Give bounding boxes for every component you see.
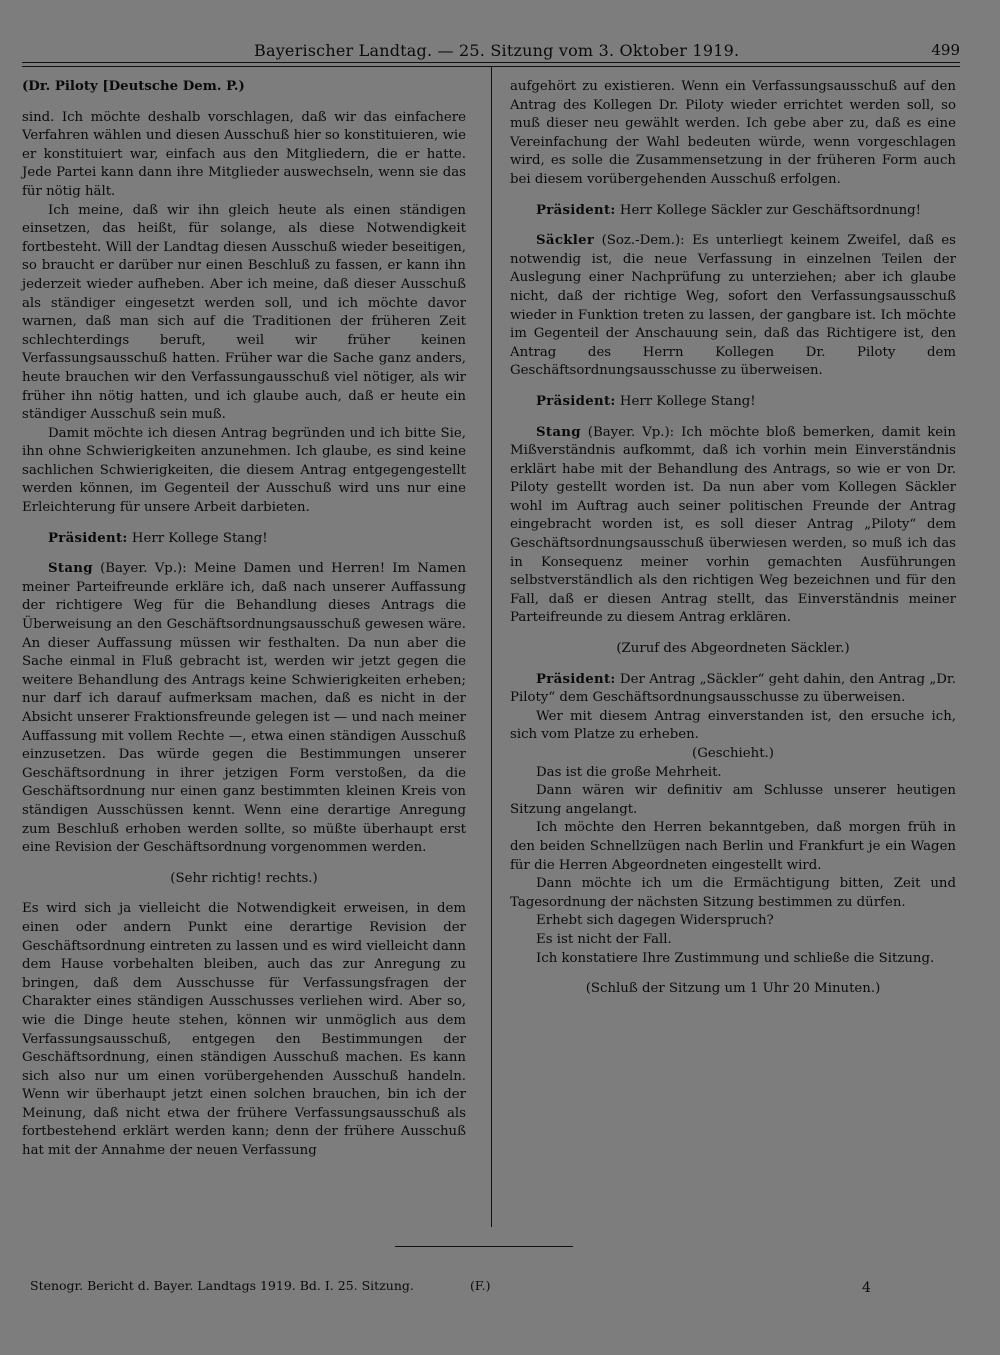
footer-rule: [395, 1246, 573, 1247]
paragraph: Dann wären wir definitiv am Schlusse unserer heutigen Sitzung angelangt.: [510, 783, 956, 817]
paragraph: Wer mit diesem Antrag einverstanden ist, den ersuche ich, sich vom Platze zu erheben.: [510, 708, 956, 743]
speech-text: Ich möchte bloß bemerken, damit kein Mißverständnis aufkommt, daß ich vorhin mein Einverständnis erklärt habe mit der Behandlung des Antrags, so wie er von Dr. Piloty gestellt worden ist. Da nun aber vom Kollegen Säckler wohl im Auftrag auch seiner politischen Freunde der Antrag eingebracht worden ist, es soll dieser Antrag „Piloty“ dem Geschäftsordnungsausschuß überwiesen werden, so muß ich das in Konsequenz meiner vorhin gemachten Ausführungen selbstverständlich als den richtigen Weg bezeichnen und für den Fall, daß er diesen Antrag stellt, das Einverständnis meiner Parteifreunde zu diesem Antrag erklären.: [510, 424, 956, 626]
speaker-entry: [510, 232, 956, 381]
interjection: (Zuruf des Abgeordneten Säckler.): [616, 641, 850, 657]
paragraph: Ich konstatiere Ihre Zustimmung und schließe die Sitzung.: [536, 950, 935, 966]
speaker-party: (Bayer. Vp.):: [587, 424, 675, 440]
footer-source: Stenogr. Bericht d. Bayer. Landtags 1919. Bd. I. 25. Sitzung.: [30, 1278, 414, 1293]
speech-text: Herr Kollege Stang!: [619, 393, 756, 409]
speech-text: Herr Kollege Stang!: [131, 530, 268, 546]
interjection: (Geschieht.): [692, 746, 774, 761]
speaker-label: Säckler: [536, 233, 595, 249]
paragraph: Erhebt sich dagegen Widerspruch?: [536, 913, 774, 929]
header-rule: [22, 62, 960, 63]
speaker-label: Präsident:: [536, 393, 616, 409]
speech-text: Es unterliegt keinem Zweifel, daß es notwendig ist, die neue Verfassung in einzelnen Teilen der Auslegung einer Nachprüfung zu unterziehen; aber ich glaube nicht, daß der richtige Weg, sofort den Verfassungsausschuß wieder in Funktion treten zu lassen, der gangbare ist. Ich möchte im Gegenteil der Anschauung sein, daß das Richtigere ist, den Antrag des Herrn Kollegen Dr. Piloty dem Geschäftsordnungsausschusse zu überweisen.: [510, 233, 956, 379]
speaker-label: Präsident:: [536, 202, 616, 218]
running-title: Bayerischer Landtag. — 25. Sitzung vom 3. Oktober 1919.: [254, 41, 740, 60]
left-column: [22, 78, 466, 1161]
paragraph: sind. Ich möchte deshalb vorschlagen, daß wir das einfachere Verfahren wählen und diesen Ausschuß hier so konstituieren, wie er konstituiert war, einfach aus den Mitgliedern, die er hatte. Jede Partei kann dann ihre Mitglieder auswechseln, wenn sie das für nötig hält.: [22, 109, 466, 199]
speech-text: Der Antrag „Säckler“ geht dahin, den Antrag „Dr. Piloty“ dem Geschäftsordnungsausschusse zu überweisen.: [510, 671, 956, 706]
speaker-label: Stang: [536, 424, 581, 440]
paragraph: Ich meine, daß wir ihn gleich heute als einen ständigen einsetzen, das heißt, für solange, als diese Notwendigkeit fortbesteht. Will der Landtag diesen Ausschuß wieder beseitigen, so braucht er darüber nur einen Beschluß zu fassen, er kann ihn jederzeit wieder aufheben. Aber ich meine, daß dieser Ausschuß als ständiger eingesetzt werden soll, und ich möchte davor warnen, daß man sich auf die Traditionen der früheren Zeit schlechterdings beruft, weil wir früher keinen Verfassungsausschuß hatten. Früher war die Sache ganz anders, heute brauchen wir den Verfassungausschuß viel nötiger, als wir früher ihn nötig hatten, und ich glaube auch, daß er heute ein ständiger Ausschuß sein muß.: [22, 202, 466, 423]
speaker-entry: [510, 202, 956, 221]
paragraph: Damit möchte ich diesen Antrag begründen und ich bitte Sie, ihn ohne Schwierigkeiten anzunehmen. Ich glaube, es sind keine sachlichen Schwierigkeiten, die diesem Antrag entgegengestellt werden können, im Gegenteil der Ausschuß wird uns nur eine Erleichterung für unsere Arbeit darbieten.: [22, 425, 466, 516]
paragraph: Das ist die große Mehrheit.: [536, 764, 722, 780]
column-divider: [491, 67, 492, 1227]
speaker-party: (Bayer. Vp.):: [100, 561, 187, 577]
speaker-entry: [22, 530, 466, 549]
speech-text: Meine Damen und Herren! Im Namen meiner Parteifreunde erkläre ich, daß nach unserer Auffassung der richtigere Weg für die Behandlung dieses Antrags die Überweisung an den Geschäftsordnungsausschuß gewesen wäre. An dieser Auffassung müssen wir festhalten. Da nun aber die Sache einmal in Fluß gebracht ist, werden wir jetzt gegen die weitere Behandlung des Antrags keine Schwierigkeiten erheben; nur darf ich darauf aufmerksam machen, daß es nicht in der Absicht unserer Fraktionsfreunde gelegen ist — und nach meiner Auffassung mit vollem Rechte —, etwa einen ständigen Ausschuß einzusetzen. Das würde gegen die Bestimmungen unserer Geschäftsordnung in ihrer jetzigen Form verstoßen, da die Geschäftsordnung nur einen ganz bestimmten kleinen Kreis von ständigen Ausschüssen kennt. Wenn eine derartige Anregung zum Beschluß erhoben werden sollte, so müßte überhaupt erst eine Revision der Geschäftsordnung vorgenommen werden.: [22, 561, 467, 856]
speaker-entry: [510, 671, 956, 708]
page-number: 499: [931, 41, 960, 59]
speaker-entry: [22, 560, 466, 858]
page-header: [22, 40, 960, 60]
speaker-label: Präsident:: [536, 671, 616, 687]
speaker-party: (Soz.-Dem.):: [601, 233, 685, 249]
speaker-label: Stang: [48, 561, 93, 577]
paragraph: Es ist nicht der Fall.: [536, 931, 672, 947]
speaker-label: Präsident:: [48, 530, 128, 546]
right-column: [510, 78, 956, 999]
continuation-label: (Dr. Piloty [Deutsche Dem. P.): [22, 79, 245, 94]
speech-text: Herr Kollege Säckler zur Geschäftsordnung!: [619, 202, 922, 218]
paragraph: aufgehört zu existieren. Wenn ein Verfassungsausschuß auf den Antrag des Kollegen Dr. Piloty wieder errichtet werden soll, so muß dieser neu gewählt werden. Ich gebe aber zu, daß es eine Vereinfachung der Wahl bedeuten würde, wenn vorgeschlagen wird, es solle die Zusammensetzung in der früheren Form auch bei diesem vorübergehenden Ausschuß erfolgen.: [510, 79, 956, 187]
session-end-note: (Schluß der Sitzung um 1 Uhr 20 Minuten.): [585, 981, 881, 997]
footer-signature: (F.): [470, 1278, 491, 1293]
interjection: (Sehr richtig! rechts.): [170, 870, 318, 886]
paragraph: Ich möchte den Herren bekanntgeben, daß morgen früh in den beiden Schnellzügen nach Berlin und Frankfurt je ein Wagen für die Herren Abgeordneten eingestellt wird.: [510, 820, 956, 873]
footer-sheet-number: 4: [862, 1280, 871, 1296]
speaker-entry: [510, 393, 956, 412]
paragraph: Dann möchte ich um die Ermächtigung bitten, Zeit und Tagesordnung der nächsten Sitzung bestimmen zu dürfen.: [510, 876, 956, 910]
speaker-entry: [510, 424, 956, 629]
paragraph: Es wird sich ja vielleicht die Notwendigkeit erweisen, in dem einen oder andern Punkt eine derartige Revision der Geschäftsordnung eintreten zu lassen und es wird vielleicht dann dem Hause vorbehalten bleiben, auch das zur Anregung zu bringen, daß dem Ausschusse für Verfassungsfragen der Charakter eines ständigen Ausschusses verliehen wird. Aber so, wie die Dinge heute stehen, können wir unmöglich aus dem Verfassungsausschuß, entgegen den Bestimmungen der Geschäftsordnung, einen ständigen Ausschuß machen. Es kann sich also nur um einen vorübergehenden Ausschuß handeln. Wenn wir überhaupt jetzt einen solchen brauchen, bin ich der Meinung, daß nicht etwa der frühere Verfassungsausschuß als fortbestehend erklärt werden kann; denn der frühere Ausschuß hat mit der Annahme der neuen Verfassung: [22, 901, 466, 1159]
